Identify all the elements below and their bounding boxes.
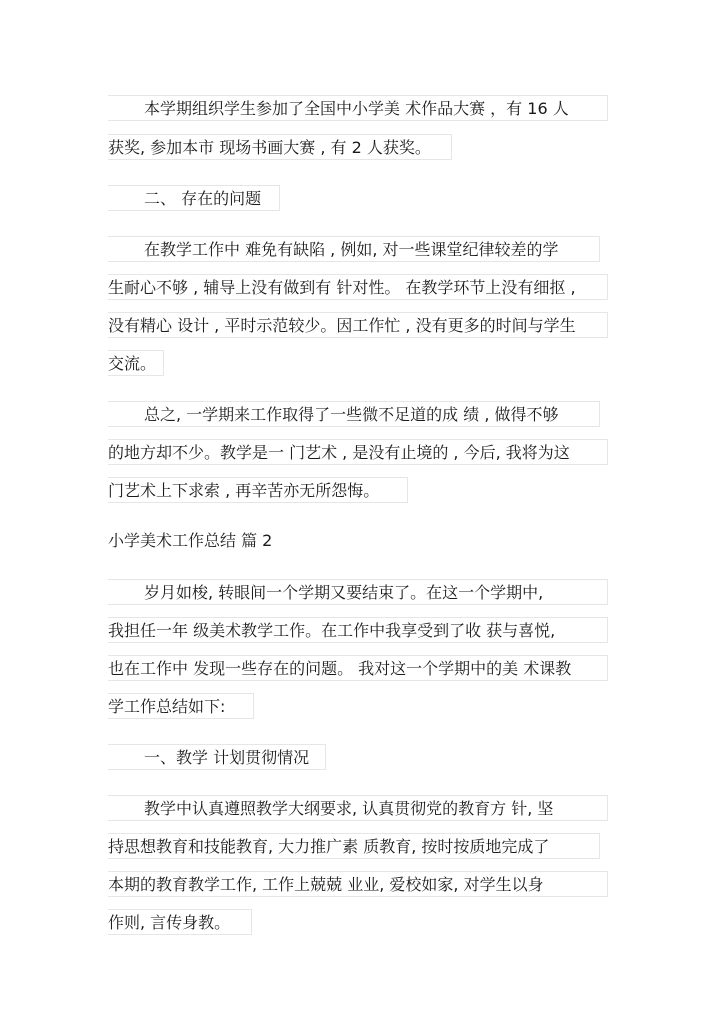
paragraph-line: 本学期组织学生参加了全国中小学美 术作品大赛 ，有 16 人 [108, 95, 608, 121]
paragraph-line: 教学中认真遵照教学大纲要求, 认真贯彻党的教育方 针, 坚 [108, 795, 608, 821]
paragraph-line: 没有精心 设计 , 平时示范较少。因工作忙 , 没有更多的时间与学生 [108, 312, 608, 338]
paragraph-line: 我担任一年 级美术教学工作。在工作中我享受到了收 获与喜悦, [108, 617, 608, 643]
paragraph-line: 的地方却不少。教学是一 门艺术 , 是没有止境的 , 今后, 我将为这 [108, 439, 608, 465]
paragraph-line: 也在工作中 发现一些存在的问题。 我对这一个学期中的美 术课教 [108, 655, 608, 681]
section-heading: 二、 存在的问题 [108, 185, 280, 211]
paragraph-line: 岁月如梭, 转眼间一个学期又要结束了。在这一个学期中, [108, 579, 608, 605]
paragraph-line: 在教学工作中 难免有缺陷 , 例如, 对一些课堂纪律较差的学 [108, 236, 600, 262]
article-subtitle: 小学美术工作总结 篇 2 [108, 531, 273, 550]
paragraph-line: 门艺术上下求索 , 再辛苦亦无所怨悔。 [108, 477, 408, 503]
paragraph-line: 学工作总结如下: [108, 693, 254, 719]
paragraph-line: 作则, 言传身教。 [108, 909, 252, 935]
paragraph-line: 生耐心不够 , 辅导上没有做到有 针对性。 在教学环节上没有细抠 , [108, 274, 608, 300]
paragraph-line: 本期的教育教学工作, 工作上兢兢 业业, 爱校如家, 对学生以身 [108, 871, 608, 897]
paragraph-line: 总之, 一学期来工作取得了一些微不足道的成 绩 , 做得不够 [108, 401, 600, 427]
paragraph-line: 交流。 [108, 350, 164, 376]
section-heading: 一、教学 计划贯彻情况 [108, 744, 326, 770]
paragraph-line: 获奖, 参加本市 现场书画大赛 , 有 2 人获奖。 [108, 134, 452, 160]
paragraph-line: 持思想教育和技能教育, 大力推广素 质教育, 按时按质地完成了 [108, 833, 600, 859]
